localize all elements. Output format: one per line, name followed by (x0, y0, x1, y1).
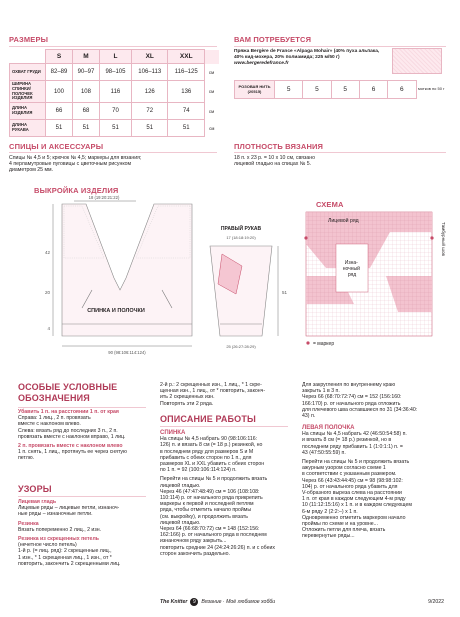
table-row: ОХВАТ ГРУДИ 82–89 90–97 98–105 106–113 116–125 см (10, 64, 219, 81)
left-front-title: ЛЕВАЯ ПОЛОЧКА (302, 425, 355, 431)
stitches-title: УЗОРЫ (18, 484, 52, 494)
dec1-title: Убавить 1 п. на расстоянии 1 п. от края (18, 409, 119, 415)
marker-icon (430, 236, 433, 239)
scheme-purl-label: Изна- ночный ряд (342, 260, 360, 278)
special-section: Убавить 1 п. на расстоянии 1 п. от края Справа: 1 лиц., 2 п. провязать вместе с наклоном влево. Слева: вязать ряд до последних 3 п., 2 п. провязать вместе с наклоном вправо, 1 лиц. 2 п. провязать вместе с наклоном влево 1 п. снять, 1 лиц., протянуть ее через снятую петлю. (18, 409, 148, 462)
yarn-website: www.bergeredefrance.fr (234, 60, 289, 66)
description-title: ОПИСАНИЕ РАБОТЫ (160, 414, 256, 424)
left-h1: 42 (44, 250, 50, 255)
footer-issue: 9/2022 (428, 599, 444, 605)
sizes-header-row (10, 50, 219, 64)
footer-brand: The Knitter (160, 599, 188, 605)
marker-icon (306, 341, 309, 344)
dec2-title: 2 п. провязать вместе с наклоном влево (18, 443, 123, 450)
body-label: СПИНКА И ПОЛОЧКИ (87, 308, 145, 314)
top-measure: 18 (19:20:21:22) (88, 195, 120, 200)
needles-title: СПИЦЫ И АКСЕССУАРЫ (9, 142, 104, 151)
yarn-table (234, 80, 446, 99)
stitches-section: Лицевая гладь Лицевые ряды – лицевые петли, изнаноч- ные ряды – изнаночные петли. Резинка Вязать попеременно 2 лиц., 2 изн. Резинка из скрещенных петель (нечетное число петель) 1-й р. (= лиц. ряд): 2 скрещенные лиц., 1 изн., * 1 скрещенная лиц., 1 изн., от * повторить, закончить 2 скрещенными лиц. (18, 499, 121, 567)
sleeve-height: 51 (282, 290, 288, 295)
size-s: S (46, 50, 73, 64)
sleeve-top-measure: 17 (18:18:19:20) (226, 235, 256, 240)
table-row: ШИРИНА СПИНКИ/ПОЛОЧЕК ИЗДЕЛИЯ 100 108 116 126 136 см (10, 81, 219, 103)
scheme-front-label: Лицевой ряд (328, 218, 359, 224)
sizes-title: РАЗМЕРЫ (9, 35, 49, 44)
marker-legend: = маркер (313, 341, 335, 347)
back-section: СПИНКА На спицы № 4,5 набрать 90 (98:106:116: 126) п. и вязать 8 см (= 18 р.) резинкой, но в последнем ряду для размеров S и M прибавить с обеих сторон по 1 п., для размеров XL и XXL убавить с обеих сторон по 1 п. = 92 (100:106:114:124) п. Перейти на спицы № 5 и продолжить вязать лицевой гладью. Через 46 (47:47:48:49) см = 106 (108:108: 110:114) р. от начального ряда прикрепить маркеры к первой и последней петлям ряда, чтобы отметить начало проймы (см. выкройку), и продолжить вязать лицевой гладью. Через 64 (66:68:70:72) см = 148 (152:156: 162:166) р. от начального ряда в последнем изнаночном ряду закрыть... повторить средние 24 (24:24:26:26) п. и с обеих сторон закончить раздельно. (160, 430, 290, 557)
gauge-text: 18 п. x 23 р. = 10 x 10 см, связано лицевой гладью на спицах № 5. (234, 155, 316, 168)
footer (160, 596, 444, 608)
divider (160, 426, 288, 427)
footer-page-number: 9 (190, 598, 198, 606)
gauge-title: ПЛОТНОСТЬ ВЯЗАНИЯ (234, 142, 324, 151)
table-row: РОЗОВАЯ НИТЬ (20515) 5 5 5 6 6 мотков по 50 г (235, 81, 447, 99)
sleeve-label: ПРАВЫЙ РУКАВ (220, 226, 262, 232)
left-h3: 4 (47, 326, 50, 331)
needles-text: Спицы № 4,5 и 5; крючок № 4,5; маркеры для вязания; 4 перламутровые пуговицы с цветочным рисунком диаметром 25 мм. (9, 155, 142, 174)
pattern-title: ВЫКРОЙКА ИЗДЕЛИЯ (34, 186, 119, 195)
sizes-table (9, 49, 219, 137)
scheme-title: СХЕМА (316, 200, 344, 209)
size-m: M (72, 50, 99, 64)
marker-icon (304, 236, 307, 239)
left-h2: 20 (44, 290, 50, 295)
scheme-chart (300, 208, 448, 350)
col3-top: Для закругления по внутреннему краю закрыть 1 в 3 п. Через 66 (68:70:72:74) см = 152 (156:160: 166:170) р. от начального ряда отложить для плечевого шва оставшиеся по 31 (34:36:40: 43) п. (302, 382, 418, 420)
size-xxl: XXL (168, 50, 205, 64)
left-front-section: ЛЕВАЯ ПОЛОЧКА На спицы № 4,5 набрать 42 (46:50:54:58) п. и вязать 8 см (= 18 р.) резинкой, но в последнем ряду прибавить 1 (1:0:1:1) п. = 43 (47:50:55:59) п. Перейти на спицы № 5 и продолжить вязать ажурным узором согласно схеме 1 в соответствии с указанным размером. Через 66 (43:43:44:45) см = 98 (98:98:102: 104) р. от начального ряда убавить для V-образного выреза слева на расстоянии 1 п. от края в каждом следующем 4-м ряду 10 (11:12:15:16) х 1 п. и в каждом следующем 6-м ряду 2 (2:2:–) х 1 п. Одновременно отметить маркером начало проймы по схеме и на уровне... Отложить петли для плеча, вязать перевернутые ряды... (302, 425, 442, 540)
divider (9, 152, 217, 153)
divider (18, 407, 146, 408)
yarn-swatch (392, 48, 442, 74)
col2-top: 2-й р.: 2 скрещенных изн., 1 лиц., * 1 скре- щенная изн., 1 лиц., от * повторить, законч- ить 2 скрещенных изн. Повторять эти 2 ряда. (160, 382, 266, 407)
sleeve-bottom-measure: 25 (26:27:28:29) (226, 344, 256, 349)
footer-tagline: Вязание · Моё любимое хобби (201, 599, 276, 605)
pattern-schematic (8, 194, 290, 364)
scheme-side-label: Тамбурный шов (441, 222, 446, 256)
divider (18, 496, 146, 497)
divider (234, 152, 446, 153)
yarn-description: Пряжа Bergère de France «Alpaga Mohair» (40% пуха альпака, 40% кид-мохера, 20% полиамида; 225 м/50 г) www.bergeredefrance.fr (234, 49, 446, 66)
size-l: L (99, 50, 131, 64)
size-xl: XL (132, 50, 168, 64)
divider (9, 46, 217, 47)
divider (234, 46, 446, 47)
back-title: СПИНКА (160, 430, 186, 436)
bottom-measure: 90 (98:106:114:124) (108, 350, 146, 355)
special-title: ОСОБЫЕ УСЛОВНЫЕ ОБОЗНАЧЕНИЯ (18, 382, 118, 403)
table-row: ДЛИНА РУКАВА 51 51 51 51 51 см (10, 120, 219, 137)
yarn-title: ВАМ ПОТРЕБУЕТСЯ (234, 35, 312, 44)
table-row: ДЛИНА ИЗДЕЛИЯ 66 68 70 72 74 см (10, 103, 219, 120)
